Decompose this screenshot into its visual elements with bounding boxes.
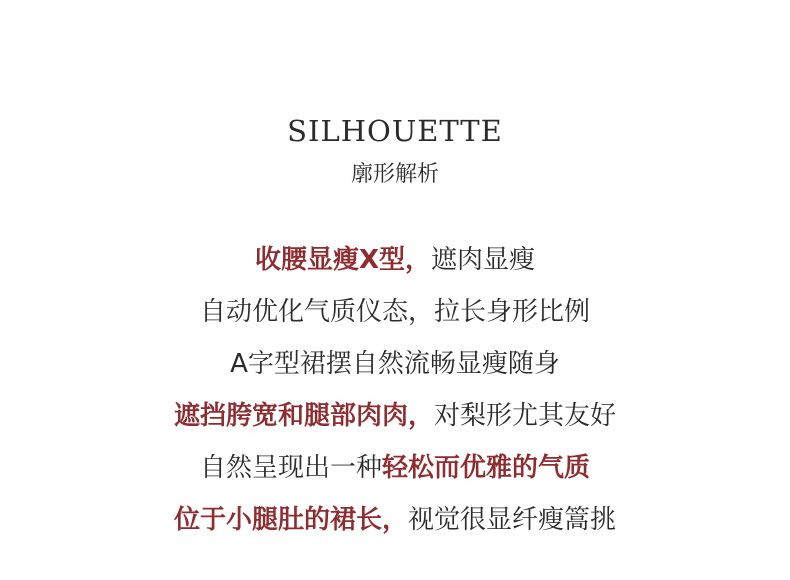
feature-line-2 — [0, 290, 790, 342]
feature-line-4 — [0, 394, 790, 446]
feature-line-3 — [0, 342, 790, 394]
feature-line-highlight: 位于小腿肚的裙长， — [173, 505, 408, 535]
feature-line-text: 遮肉显瘦 — [431, 245, 536, 275]
feature-line-highlight: 轻松而优雅的气质 — [382, 453, 591, 483]
feature-line-text: A字型裙摆自然流畅显瘦随身 — [230, 349, 560, 379]
section-subtitle: 廓形解析 — [350, 162, 439, 187]
feature-line-text: 视觉很显纤瘦篙挑 — [408, 505, 617, 535]
feature-line-text: 自然呈现出一种 — [199, 453, 382, 483]
feature-line-highlight: 遮挡胯宽和腿部肉肉， — [173, 401, 434, 431]
feature-line-5 — [0, 446, 790, 498]
section-title: SILHOUETTE — [287, 114, 503, 148]
feature-line-highlight: 收腰显瘦X型， — [254, 245, 432, 275]
feature-line-text: 对梨形尤其友好 — [434, 401, 617, 431]
feature-line-1 — [0, 238, 790, 290]
feature-line-6 — [0, 498, 790, 550]
feature-description — [0, 238, 790, 550]
feature-line-text: 自动优化气质仪态，拉长身形比例 — [199, 297, 590, 327]
